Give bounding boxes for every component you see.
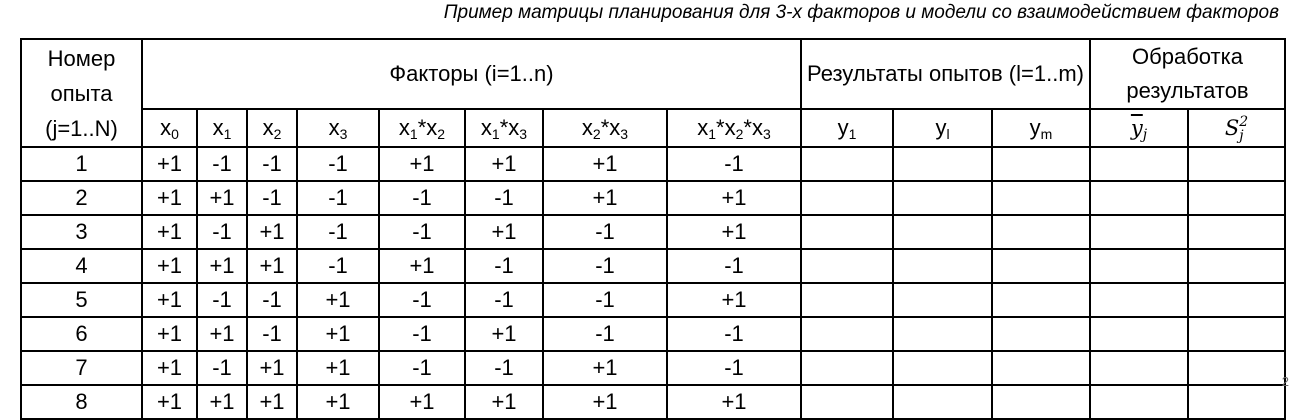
processing-cell xyxy=(1188,215,1285,249)
table-row xyxy=(21,283,1285,317)
factor-value-cell: -1 xyxy=(247,147,297,181)
factor-value-cell: +1 xyxy=(297,385,379,419)
processing-cell xyxy=(1090,351,1188,385)
factor-value-cell: -1 xyxy=(297,249,379,283)
factor-term-subscript: 1 xyxy=(491,126,500,142)
factor-term-symbol: x xyxy=(697,115,709,140)
factor-value-cell: -1 xyxy=(465,351,543,385)
table-caption: Пример матрицы планирования для 3-х факторов и модели со взаимодействием факторов xyxy=(443,2,1279,23)
factor-subscript: 0 xyxy=(171,126,179,142)
processing-cell xyxy=(1090,283,1188,317)
factor-value-cell: -1 xyxy=(247,181,297,215)
multiply-sign: * xyxy=(716,115,725,140)
result-cell xyxy=(992,283,1090,317)
processing-cell xyxy=(1188,317,1285,351)
factor-column-header xyxy=(142,109,197,147)
factor-term-symbol: x xyxy=(581,115,593,140)
factor-value-cell: -1 xyxy=(197,215,247,249)
factor-value-cell: +1 xyxy=(142,147,197,181)
factor-term-symbol: x xyxy=(480,115,492,140)
factor-term-symbol: x xyxy=(508,115,520,140)
result-cell xyxy=(801,249,893,283)
factor-value-cell: +1 xyxy=(379,147,465,181)
factor-value-cell: -1 xyxy=(297,181,379,215)
factor-value-cell: +1 xyxy=(247,351,297,385)
processing-cell xyxy=(1188,351,1285,385)
result-cell xyxy=(893,215,992,249)
factor-value-cell: +1 xyxy=(142,181,197,215)
result-column-header xyxy=(992,109,1090,147)
multiply-sign: * xyxy=(743,115,752,140)
experiment-number-cell: 5 xyxy=(21,283,142,317)
factor-value-cell: +1 xyxy=(667,283,801,317)
result-cell xyxy=(801,283,893,317)
factor-value-cell: +1 xyxy=(667,385,801,419)
planning-matrix-table xyxy=(20,38,1286,420)
processing-cell xyxy=(1188,385,1285,419)
factor-value-cell: +1 xyxy=(142,351,197,385)
experiment-number-cell: 6 xyxy=(21,317,142,351)
factor-value-cell: +1 xyxy=(543,181,667,215)
matrix-body xyxy=(21,147,1285,419)
experiment-number-cell: 3 xyxy=(21,215,142,249)
processing-cell xyxy=(1188,181,1285,215)
processing-indices xyxy=(1239,115,1248,143)
result-cell xyxy=(992,385,1090,419)
factor-value-cell: +1 xyxy=(667,215,801,249)
multiply-sign: * xyxy=(600,115,610,140)
result-subscript: m xyxy=(1040,126,1053,142)
factor-column-header xyxy=(379,109,465,147)
result-cell xyxy=(801,147,893,181)
factor-value-cell: +1 xyxy=(297,317,379,351)
factor-value-cell: +1 xyxy=(197,249,247,283)
factor-value-cell: -1 xyxy=(543,249,667,283)
processing-superscript: 2 xyxy=(1239,114,1249,131)
factor-term-subscript: 1 xyxy=(708,126,717,142)
result-column-header xyxy=(893,109,992,147)
factor-term-symbol: x xyxy=(426,115,438,140)
factor-value-cell: +1 xyxy=(142,215,197,249)
factor-column-header xyxy=(543,109,667,147)
factor-value-cell: -1 xyxy=(543,283,667,317)
factor-value-cell: -1 xyxy=(297,147,379,181)
processing-symbol: S xyxy=(1224,115,1240,140)
factor-value-cell: -1 xyxy=(667,249,801,283)
factor-column-header xyxy=(465,109,543,147)
factor-subscript: 2 xyxy=(273,126,282,142)
experiment-number-header: Номер опыта (j=1..N) xyxy=(21,39,142,147)
factor-value-cell: +1 xyxy=(543,147,667,181)
factor-value-cell: +1 xyxy=(297,283,379,317)
result-cell xyxy=(992,249,1090,283)
factor-value-cell: +1 xyxy=(465,215,543,249)
factor-value-cell: +1 xyxy=(247,215,297,249)
factor-value-cell: +1 xyxy=(142,385,197,419)
experiment-number-cell: 1 xyxy=(21,147,142,181)
factor-symbol: x xyxy=(262,115,274,140)
experiment-number-cell: 8 xyxy=(21,385,142,419)
processing-cell xyxy=(1090,317,1188,351)
factor-term-subscript: 1 xyxy=(409,126,418,142)
factors-header: Факторы (i=1..n) xyxy=(142,39,801,109)
factor-value-cell: +1 xyxy=(142,317,197,351)
table-row xyxy=(21,385,1285,419)
factor-value-cell: -1 xyxy=(465,181,543,215)
factor-term-subscript: 2 xyxy=(735,126,744,142)
result-cell xyxy=(893,385,992,419)
result-cell xyxy=(801,351,893,385)
factor-value-cell: +1 xyxy=(297,351,379,385)
result-cell xyxy=(893,283,992,317)
table-row xyxy=(21,249,1285,283)
table-row xyxy=(21,181,1285,215)
factor-value-cell: -1 xyxy=(379,215,465,249)
factor-value-cell: -1 xyxy=(247,317,297,351)
multiply-sign: * xyxy=(417,115,427,140)
factor-value-cell: +1 xyxy=(465,385,543,419)
processing-cell xyxy=(1090,385,1188,419)
result-cell xyxy=(893,147,992,181)
processing-cell xyxy=(1188,147,1285,181)
factor-term-symbol: x xyxy=(724,115,736,140)
result-cell xyxy=(893,351,992,385)
processing-symbol: $\overline{y}$ xyxy=(1130,116,1143,140)
factor-value-cell: +1 xyxy=(142,283,197,317)
factor-value-cell: -1 xyxy=(667,147,801,181)
result-symbol: y xyxy=(935,115,947,140)
factor-term-symbol: x xyxy=(398,115,410,140)
factor-symbol: x xyxy=(328,115,340,140)
factor-term-subscript: 2 xyxy=(592,126,601,142)
processing-header: Обработка результатов xyxy=(1090,39,1285,109)
result-subscript: l xyxy=(946,126,950,142)
table-row xyxy=(21,147,1285,181)
factor-term-subscript: 3 xyxy=(620,126,629,142)
factor-value-cell: -1 xyxy=(379,181,465,215)
factor-term-symbol: x xyxy=(609,115,621,140)
factor-term-subscript: 2 xyxy=(437,126,446,142)
factor-value-cell: +1 xyxy=(465,317,543,351)
factor-value-cell: +1 xyxy=(543,351,667,385)
factor-value-cell: +1 xyxy=(197,317,247,351)
result-cell xyxy=(992,181,1090,215)
result-cell xyxy=(992,215,1090,249)
factor-term-symbol: x xyxy=(751,115,763,140)
processing-subscript: j xyxy=(1142,127,1148,143)
result-cell xyxy=(893,249,992,283)
result-cell xyxy=(801,181,893,215)
processing-cell xyxy=(1090,249,1188,283)
factor-value-cell: -1 xyxy=(197,351,247,385)
column-subheader-row xyxy=(21,109,1285,147)
processing-column-header xyxy=(1188,109,1285,147)
factor-value-cell: -1 xyxy=(379,317,465,351)
processing-cell xyxy=(1188,249,1285,283)
factor-value-cell: -1 xyxy=(297,215,379,249)
factor-column-header xyxy=(297,109,379,147)
factor-subscript: 1 xyxy=(223,126,232,142)
result-subscript: 1 xyxy=(848,126,857,142)
factor-term-subscript: 3 xyxy=(762,126,771,142)
processing-cell xyxy=(1188,283,1285,317)
result-cell xyxy=(893,317,992,351)
table-row xyxy=(21,351,1285,385)
result-symbol: y xyxy=(837,115,849,140)
result-cell xyxy=(801,215,893,249)
factor-column-header xyxy=(197,109,247,147)
factor-value-cell: -1 xyxy=(197,283,247,317)
result-cell xyxy=(992,147,1090,181)
page-number: 2 xyxy=(1281,374,1289,389)
result-cell xyxy=(992,351,1090,385)
factor-value-cell: +1 xyxy=(247,385,297,419)
multiply-sign: * xyxy=(499,115,509,140)
factor-value-cell: +1 xyxy=(543,385,667,419)
factor-value-cell: +1 xyxy=(667,181,801,215)
factor-value-cell: +1 xyxy=(247,249,297,283)
factor-value-cell: -1 xyxy=(465,283,543,317)
processing-subscript: j xyxy=(1239,128,1244,145)
factor-value-cell: +1 xyxy=(379,385,465,419)
factor-value-cell: -1 xyxy=(197,147,247,181)
factor-value-cell: -1 xyxy=(465,249,543,283)
factor-value-cell: -1 xyxy=(667,317,801,351)
result-cell xyxy=(801,317,893,351)
factor-value-cell: -1 xyxy=(379,351,465,385)
factor-value-cell: -1 xyxy=(379,283,465,317)
factor-value-cell: +1 xyxy=(465,147,543,181)
experiment-number-cell: 4 xyxy=(21,249,142,283)
result-column-header xyxy=(801,109,893,147)
experiment-number-cell: 2 xyxy=(21,181,142,215)
factor-value-cell: -1 xyxy=(543,215,667,249)
factor-value-cell: +1 xyxy=(197,181,247,215)
factor-value-cell: +1 xyxy=(142,249,197,283)
table-row xyxy=(21,215,1285,249)
table-row xyxy=(21,317,1285,351)
result-cell xyxy=(893,181,992,215)
processing-cell xyxy=(1090,181,1188,215)
factor-value-cell: +1 xyxy=(197,385,247,419)
factor-value-cell: -1 xyxy=(543,317,667,351)
processing-column-header xyxy=(1090,109,1188,147)
processing-cell xyxy=(1090,147,1188,181)
factor-term-subscript: 3 xyxy=(519,126,528,142)
factor-value-cell: -1 xyxy=(667,351,801,385)
factor-subscript: 3 xyxy=(339,126,348,142)
factor-symbol: x xyxy=(160,115,172,140)
factor-value-cell: -1 xyxy=(247,283,297,317)
results-header: Результаты опытов (l=1..m) xyxy=(801,39,1090,109)
result-cell xyxy=(992,317,1090,351)
factor-column-header xyxy=(667,109,801,147)
factor-column-header xyxy=(247,109,297,147)
factor-value-cell: +1 xyxy=(379,249,465,283)
factor-symbol: x xyxy=(212,115,224,140)
experiment-number-cell: 7 xyxy=(21,351,142,385)
processing-cell xyxy=(1090,215,1188,249)
result-cell xyxy=(801,385,893,419)
result-symbol: y xyxy=(1029,115,1041,140)
